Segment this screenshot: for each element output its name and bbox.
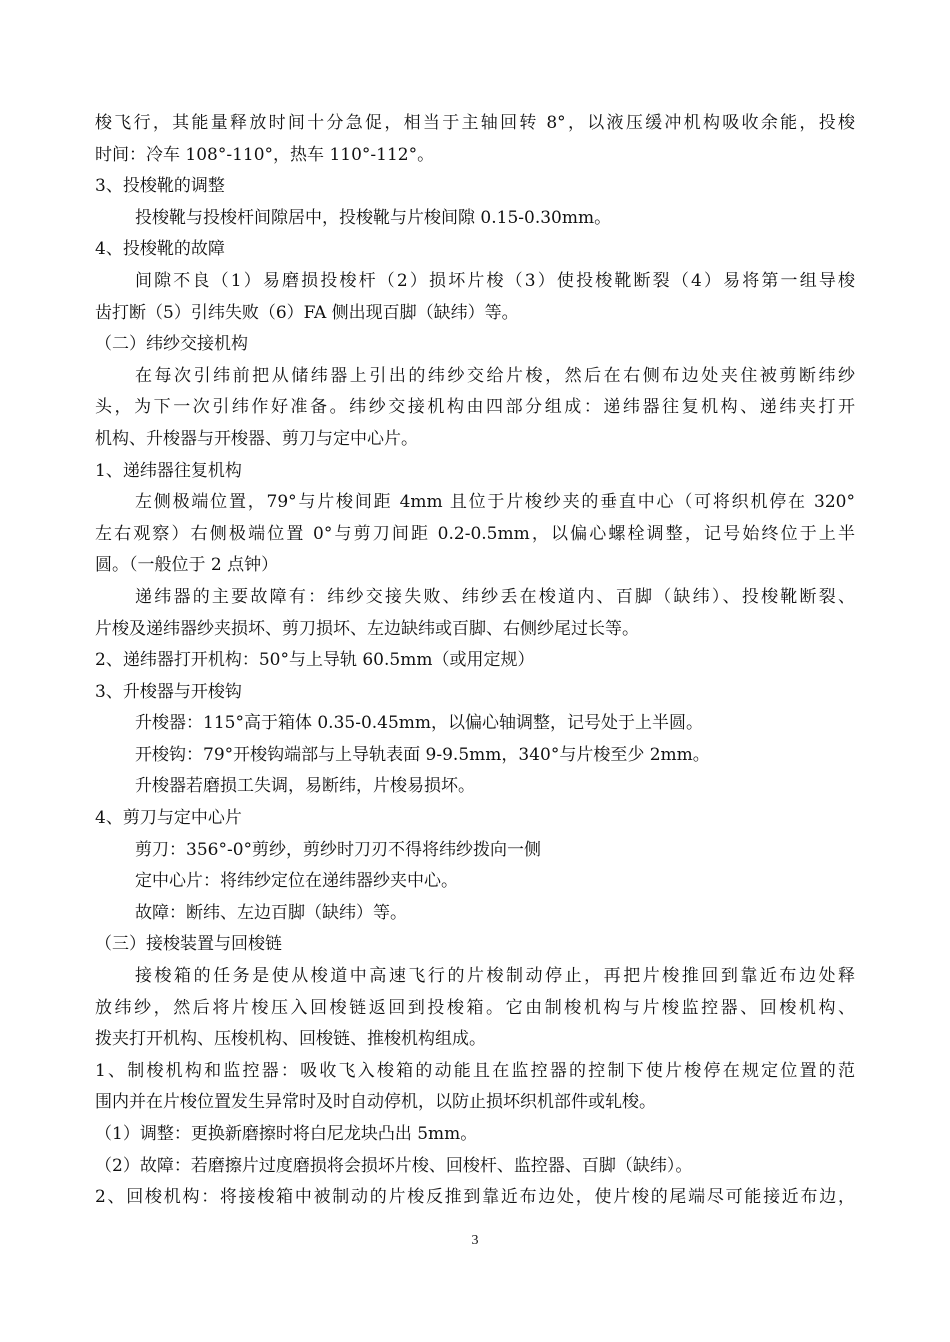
section-heading: 3、升梭器与开梭钩 xyxy=(95,681,242,702)
paragraph-line: 2、回梭机构：将接梭箱中被制动的片梭反推到靠近布边处，使片梭的尾端尽可能接近布边， xyxy=(95,1187,855,1208)
paragraph-line: 在每次引纬前把从储纬器上引出的纬纱交给片梭，然后在右侧布边处夹住被剪断纬纱 xyxy=(135,365,855,386)
paragraph-line: 递纬器的主要故障有：纬纱交接失败、纬纱丢在梭道内、百脚（缺纬）、投梭靴断裂、 xyxy=(135,586,855,607)
paragraph-line: 开梭钩：79°开梭钩端部与上导轨表面 9-9.5mm，340°与片梭至少 2mm。 xyxy=(135,744,710,765)
section-heading: （二）纬纱交接机构 xyxy=(95,334,248,355)
paragraph-line: 投梭靴与投梭杆间隙居中，投梭靴与片梭间隙 0.15-0.30mm。 xyxy=(135,207,612,228)
paragraph-line: 故障：断纬、左边百脚（缺纬）等。 xyxy=(135,902,407,923)
section-heading: 3、投梭靴的调整 xyxy=(95,176,225,197)
section-heading: 4、投梭靴的故障 xyxy=(95,239,225,260)
paragraph-line: 间隙不良（1）易磨损投梭杆（2）损坏片梭（3）使投梭靴断裂（4）易将第一组导梭 xyxy=(135,270,855,291)
paragraph-line: 接梭箱的任务是使从梭道中高速飞行的片梭制动停止，再把片梭推回到靠近布边处释 xyxy=(135,966,855,987)
paragraph-line: 剪刀：356°-0°剪纱，剪纱时刀刃不得将纬纱拨向一侧 xyxy=(135,839,542,860)
paragraph-line: 齿打断（5）引纬失败（6）FA 侧出现百脚（缺纬）等。 xyxy=(95,302,519,323)
paragraph-line: 圆。（一般位于 2 点钟） xyxy=(95,555,279,576)
paragraph-line: 片梭及递纬器纱夹损坏、剪刀损坏、左边缺纬或百脚、右侧纱尾过长等。 xyxy=(95,618,639,639)
paragraph-line: 时间：冷车 108°-110°，热车 110°-112°。 xyxy=(95,144,435,165)
paragraph-line: 1、制梭机构和监控器：吸收飞入梭箱的动能且在监控器的控制下使片梭停在规定位置的范 xyxy=(95,1060,855,1081)
paragraph-line: 升梭器：115°高于箱体 0.35-0.45mm，以偏心轴调整，记号处于上半圆。 xyxy=(135,713,704,734)
paragraph-line: （2）故障：若磨擦片过度磨损将会损坏片梭、回梭杆、监控器、百脚（缺纬）。 xyxy=(95,1155,693,1176)
document-body xyxy=(95,108,855,1214)
paragraph-line: 定中心片：将纬纱定位在递纬器纱夹中心。 xyxy=(135,871,458,892)
paragraph-line: 左右观察）右侧极端位置 0°与剪刀间距 0.2-0.5mm，以偏心螺栓调整，记号始终位于上半 xyxy=(95,523,855,544)
paragraph-line: 梭飞行，其能量释放时间十分急促，相当于主轴回转 8°，以液压缓冲机构吸收余能，投梭 xyxy=(95,113,855,133)
paragraph-line: 拨夹打开机构、压梭机构、回梭链、推梭机构组成。 xyxy=(95,1029,486,1050)
paragraph-line: 头，为下一次引纬作好准备。纬纱交接机构由四部分组成：递纬器往复机构、递纬夹打开 xyxy=(95,397,855,418)
page-number: 3 xyxy=(471,1233,479,1248)
section-heading: 1、递纬器往复机构 xyxy=(95,460,242,481)
paragraph-line: （1）调整：更换新磨擦时将白尼龙块凸出 5mm。 xyxy=(95,1124,478,1144)
section-heading: （三）接梭装置与回梭链 xyxy=(95,934,282,955)
section-heading: 2、递纬器打开机构：50°与上导轨 60.5mm（或用定规） xyxy=(95,650,535,671)
paragraph-line: 放纬纱，然后将片梭压入回梭链返回到投梭箱。它由制梭机构与片梭监控器、回梭机构、 xyxy=(95,997,855,1018)
section-heading: 4、剪刀与定中心片 xyxy=(95,808,242,829)
paragraph-line: 左侧极端位置，79°与片梭间距 4mm 且位于片梭纱夹的垂直中心（可将织机停在 320° xyxy=(135,492,855,513)
paragraph-line: 机构、升梭器与开梭器、剪刀与定中心片。 xyxy=(95,428,418,449)
paragraph-line: 升梭器若磨损工失调，易断纬，片梭易损坏。 xyxy=(135,776,475,797)
paragraph-line: 围内并在片梭位置发生异常时及时自动停机，以防止损坏织机部件或轧梭。 xyxy=(95,1092,656,1113)
